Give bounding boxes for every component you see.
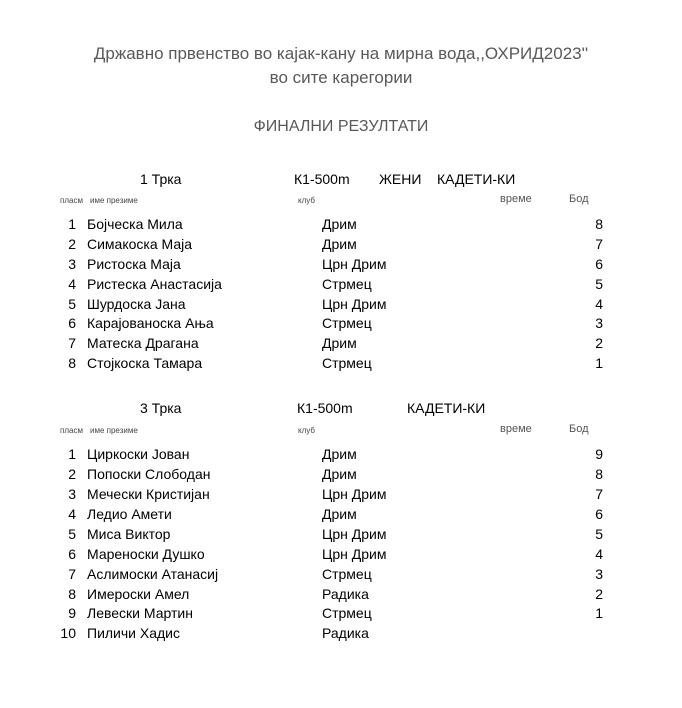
column-header-name: име презиме	[90, 196, 138, 205]
race-label: 1 Трка	[140, 171, 182, 187]
row-points: 6	[595, 506, 603, 522]
table-row	[0, 446, 682, 466]
column-header-place: пласм	[60, 426, 83, 435]
row-name: Левески Мартин	[87, 605, 193, 621]
row-place: 7	[68, 335, 76, 351]
row-club: Дрим	[322, 506, 357, 522]
row-place: 2	[68, 236, 76, 252]
row-club: Дрим	[322, 446, 357, 462]
row-name: Миса Виктор	[87, 526, 171, 542]
row-points: 3	[595, 315, 603, 331]
row-name: Пиличи Хадис	[87, 625, 180, 641]
row-place: 6	[68, 546, 76, 562]
row-points: 5	[595, 276, 603, 292]
table-row	[0, 335, 682, 355]
race-discipline: К1-500m	[297, 400, 353, 416]
row-place: 4	[68, 276, 76, 292]
row-place: 8	[68, 355, 76, 371]
row-place: 5	[68, 526, 76, 542]
column-header-club: клуб	[298, 426, 315, 435]
row-club: Стрмец	[322, 315, 372, 331]
row-points: 4	[595, 546, 603, 562]
row-name: Имероски Амел	[87, 586, 190, 602]
row-name: Аслимоски Атанасиј	[87, 566, 219, 582]
row-club: Радика	[322, 625, 369, 641]
table-row	[0, 276, 682, 296]
table-row	[0, 546, 682, 566]
row-place: 4	[68, 506, 76, 522]
table-row	[0, 256, 682, 276]
row-place: 5	[68, 296, 76, 312]
row-points: 8	[595, 466, 603, 482]
row-name: Матеска Драгана	[87, 335, 199, 351]
table-row	[0, 315, 682, 335]
row-points: 1	[595, 355, 603, 371]
table-row	[0, 586, 682, 606]
column-header-club: клуб	[298, 196, 315, 205]
row-club: Стрмец	[322, 355, 372, 371]
row-club: Дрим	[322, 216, 357, 232]
row-name: Ристоска Маја	[87, 256, 181, 272]
row-name: Бојческа Мила	[87, 216, 183, 232]
row-name: Попоски Слободан	[87, 466, 211, 482]
row-points: 2	[595, 586, 603, 602]
column-header-place: пласм	[60, 196, 83, 205]
document-title: Државно првенство во кајак-кану на мирна вода,,ОХРИД2023''	[93, 44, 589, 63]
row-name: Ледио Амети	[87, 506, 172, 522]
table-row	[0, 355, 682, 375]
document-title-line2: во сите карегории	[269, 68, 413, 87]
row-club: Дрим	[322, 335, 357, 351]
row-club: Црн Дрим	[322, 256, 387, 272]
row-place: 1	[68, 446, 76, 462]
row-place: 10	[60, 625, 76, 641]
row-points: 6	[595, 256, 603, 272]
row-club: Дрим	[322, 466, 357, 482]
row-points: 8	[595, 216, 603, 232]
race-category: КАДЕТИ-КИ	[437, 171, 516, 187]
row-club: Црн Дрим	[322, 546, 387, 562]
row-points: 9	[595, 446, 603, 462]
column-header-name: име презиме	[90, 426, 138, 435]
race-discipline: К1-500m	[294, 171, 350, 187]
row-place: 9	[68, 605, 76, 621]
column-header-points: Бод	[569, 423, 589, 435]
row-club: Црн Дрим	[322, 296, 387, 312]
row-place: 6	[68, 315, 76, 331]
row-place: 1	[68, 216, 76, 232]
row-place: 3	[68, 486, 76, 502]
row-place: 3	[68, 256, 76, 272]
table-row	[0, 236, 682, 256]
row-name: Симакоска Маја	[87, 236, 193, 252]
table-row	[0, 296, 682, 316]
row-points: 2	[595, 335, 603, 351]
column-header-time: време	[500, 423, 532, 435]
table-row	[0, 486, 682, 506]
row-club: Црн Дрим	[322, 486, 387, 502]
row-name: Карајованоска Ања	[87, 315, 214, 331]
race-category: КАДЕТИ-КИ	[407, 400, 486, 416]
row-club: Стрмец	[322, 276, 372, 292]
row-name: Мареноски Душко	[87, 546, 205, 562]
column-header-time: време	[500, 193, 532, 205]
row-club: Стрмец	[322, 566, 372, 582]
row-club: Дрим	[322, 236, 357, 252]
row-place: 8	[68, 586, 76, 602]
row-club: Радика	[322, 586, 369, 602]
table-row	[0, 506, 682, 526]
table-row	[0, 625, 682, 645]
row-points: 7	[595, 236, 603, 252]
row-name: Шурдоска Јана	[87, 296, 186, 312]
table-row	[0, 526, 682, 546]
row-place: 2	[68, 466, 76, 482]
race-gender: ЖЕНИ	[379, 171, 422, 187]
table-row	[0, 605, 682, 625]
row-name: Ристеска Анастасија	[87, 276, 222, 292]
row-points: 7	[595, 486, 603, 502]
row-points: 3	[595, 566, 603, 582]
row-name: Стојкоска Тамара	[87, 355, 203, 371]
row-place: 7	[68, 566, 76, 582]
row-points: 5	[595, 526, 603, 542]
row-name: Циркоски Јован	[87, 446, 190, 462]
race-label: 3 Трка	[140, 400, 182, 416]
table-row	[0, 466, 682, 486]
row-points: 4	[595, 296, 603, 312]
row-points: 1	[595, 605, 603, 621]
row-club: Црн Дрим	[322, 526, 387, 542]
table-row	[0, 566, 682, 586]
row-club: Стрмец	[322, 605, 372, 621]
table-row	[0, 216, 682, 236]
column-header-points: Бод	[569, 193, 589, 205]
row-name: Мечески Кристијан	[87, 486, 210, 502]
results-subtitle: ФИНАЛНИ РЕЗУЛТАТИ	[253, 118, 429, 135]
